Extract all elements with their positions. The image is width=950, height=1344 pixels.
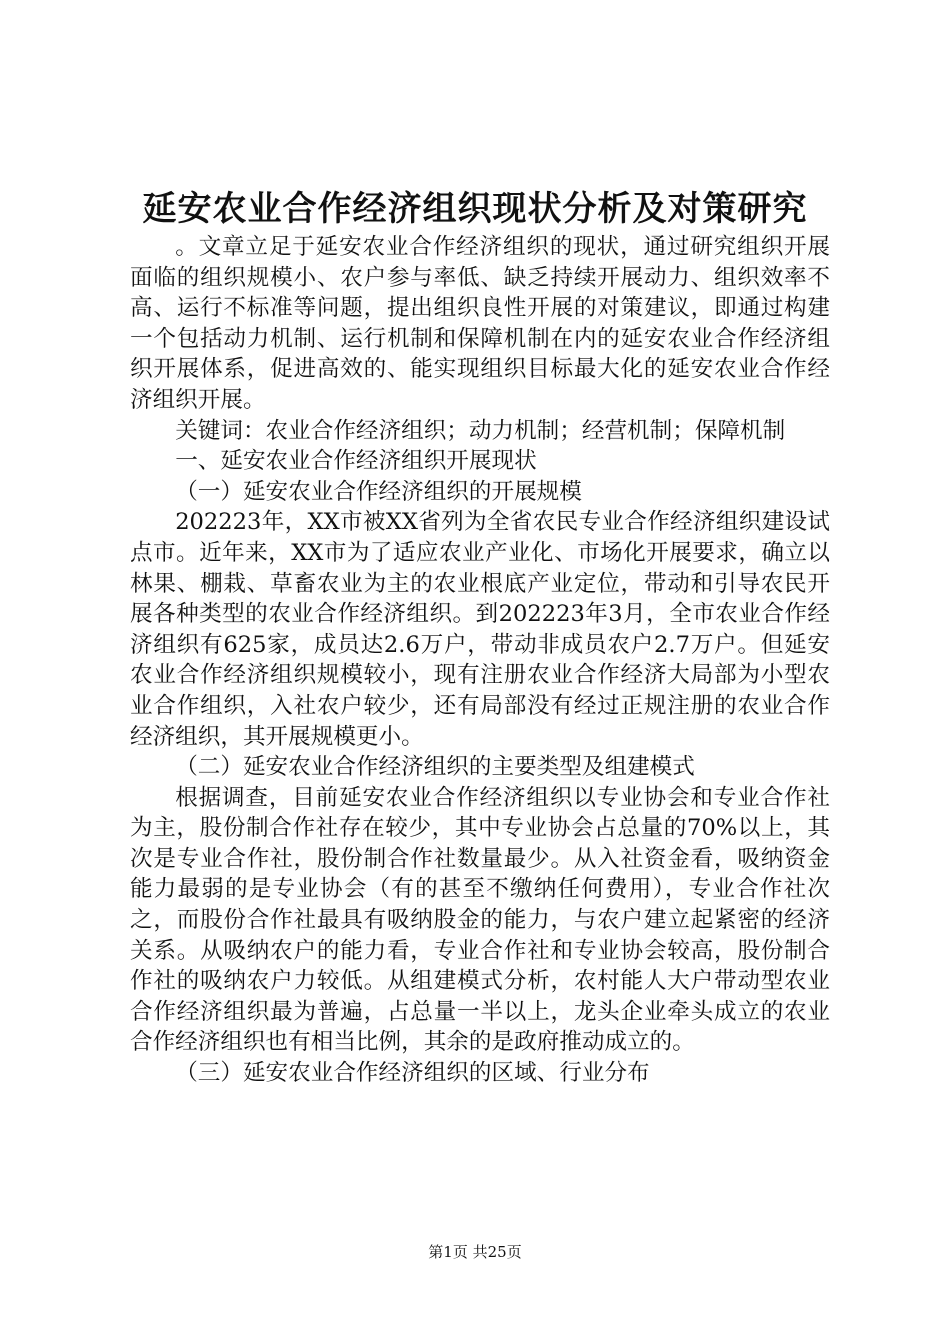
document-body [130, 232, 830, 1089]
document-title: 延安农业合作经济组织现状分析及对策研究 [142, 189, 808, 229]
body-paragraph-1: 202223年，XX市被XX省列为全省农民专业合作经济组织建设试点市。近年来，XX市为了适应农业产业化、市场化开展要求，确立以林果、棚栽、草畜农业为主的农业根底产业定位，带动和引导农民开展各种类型的农业合作经济组织。到202223年3月，全市农业合作经济组织有625家，成员达2.6万户，带动非成员农户2.7万户。但延安农业合作经济组织规模较小，现有注册农业合作经济大局部为小型农业合作组织，入社农户较少，还有局部没有经过正规注册的农业合作经济组织，其开展规模更小。 [130, 509, 830, 750]
page-footer: 第1页 共25页 [428, 1243, 522, 1261]
body-paragraph-2: 根据调查，目前延安农业合作经济组织以专业协会和专业合作社为主，股份制合作社存在较少，其中专业协会占总量的70%以上，其次是专业合作社，股份制合作社数量最少。从入社资金看，吸纳资金能力最弱的是专业协会（有的甚至不缴纳任何费用），专业合作社次之，而股份合作社最具有吸纳股金的能力，与农户建立起紧密的经济关系。从吸纳农户的能力看，专业合作社和专业协会较高，股份制合作社的吸纳农户力较低。从组建模式分析，农村能人大户带动型农业合作经济组织最为普遍，占总量一半以上，龙头企业牵头成立的农业合作经济组织也有相当比例，其余的是政府推动成立的。 [130, 784, 830, 1056]
keywords-paragraph: 关键词：农业合作经济组织；动力机制；经营机制；保障机制 [175, 417, 786, 444]
subsection-heading-1: （一）延安农业合作经济组织的开展规模 [175, 478, 582, 505]
subsection-heading-2: （二）延安农业合作经济组织的主要类型及组建模式 [175, 754, 695, 781]
abstract-paragraph: 。文章立足于延安农业合作经济组织的现状，通过研究组织开展面临的组织规模小、农户参与率低、缺乏持续开展动力、组织效率不高、运行不标准等问题，提出组织良性开展的对策建议，即通过构建一个包括动力机制、运行机制和保障机制在内的延安农业合作经济组织开展体系，促进高效的、能实现组织目标最大化的延安农业合作经济组织开展。 [130, 234, 830, 413]
subsection-heading-3: （三）延安农业合作经济组织的区域、行业分布 [175, 1060, 650, 1087]
section-heading-1: 一、延安农业合作经济组织开展现状 [175, 448, 537, 475]
